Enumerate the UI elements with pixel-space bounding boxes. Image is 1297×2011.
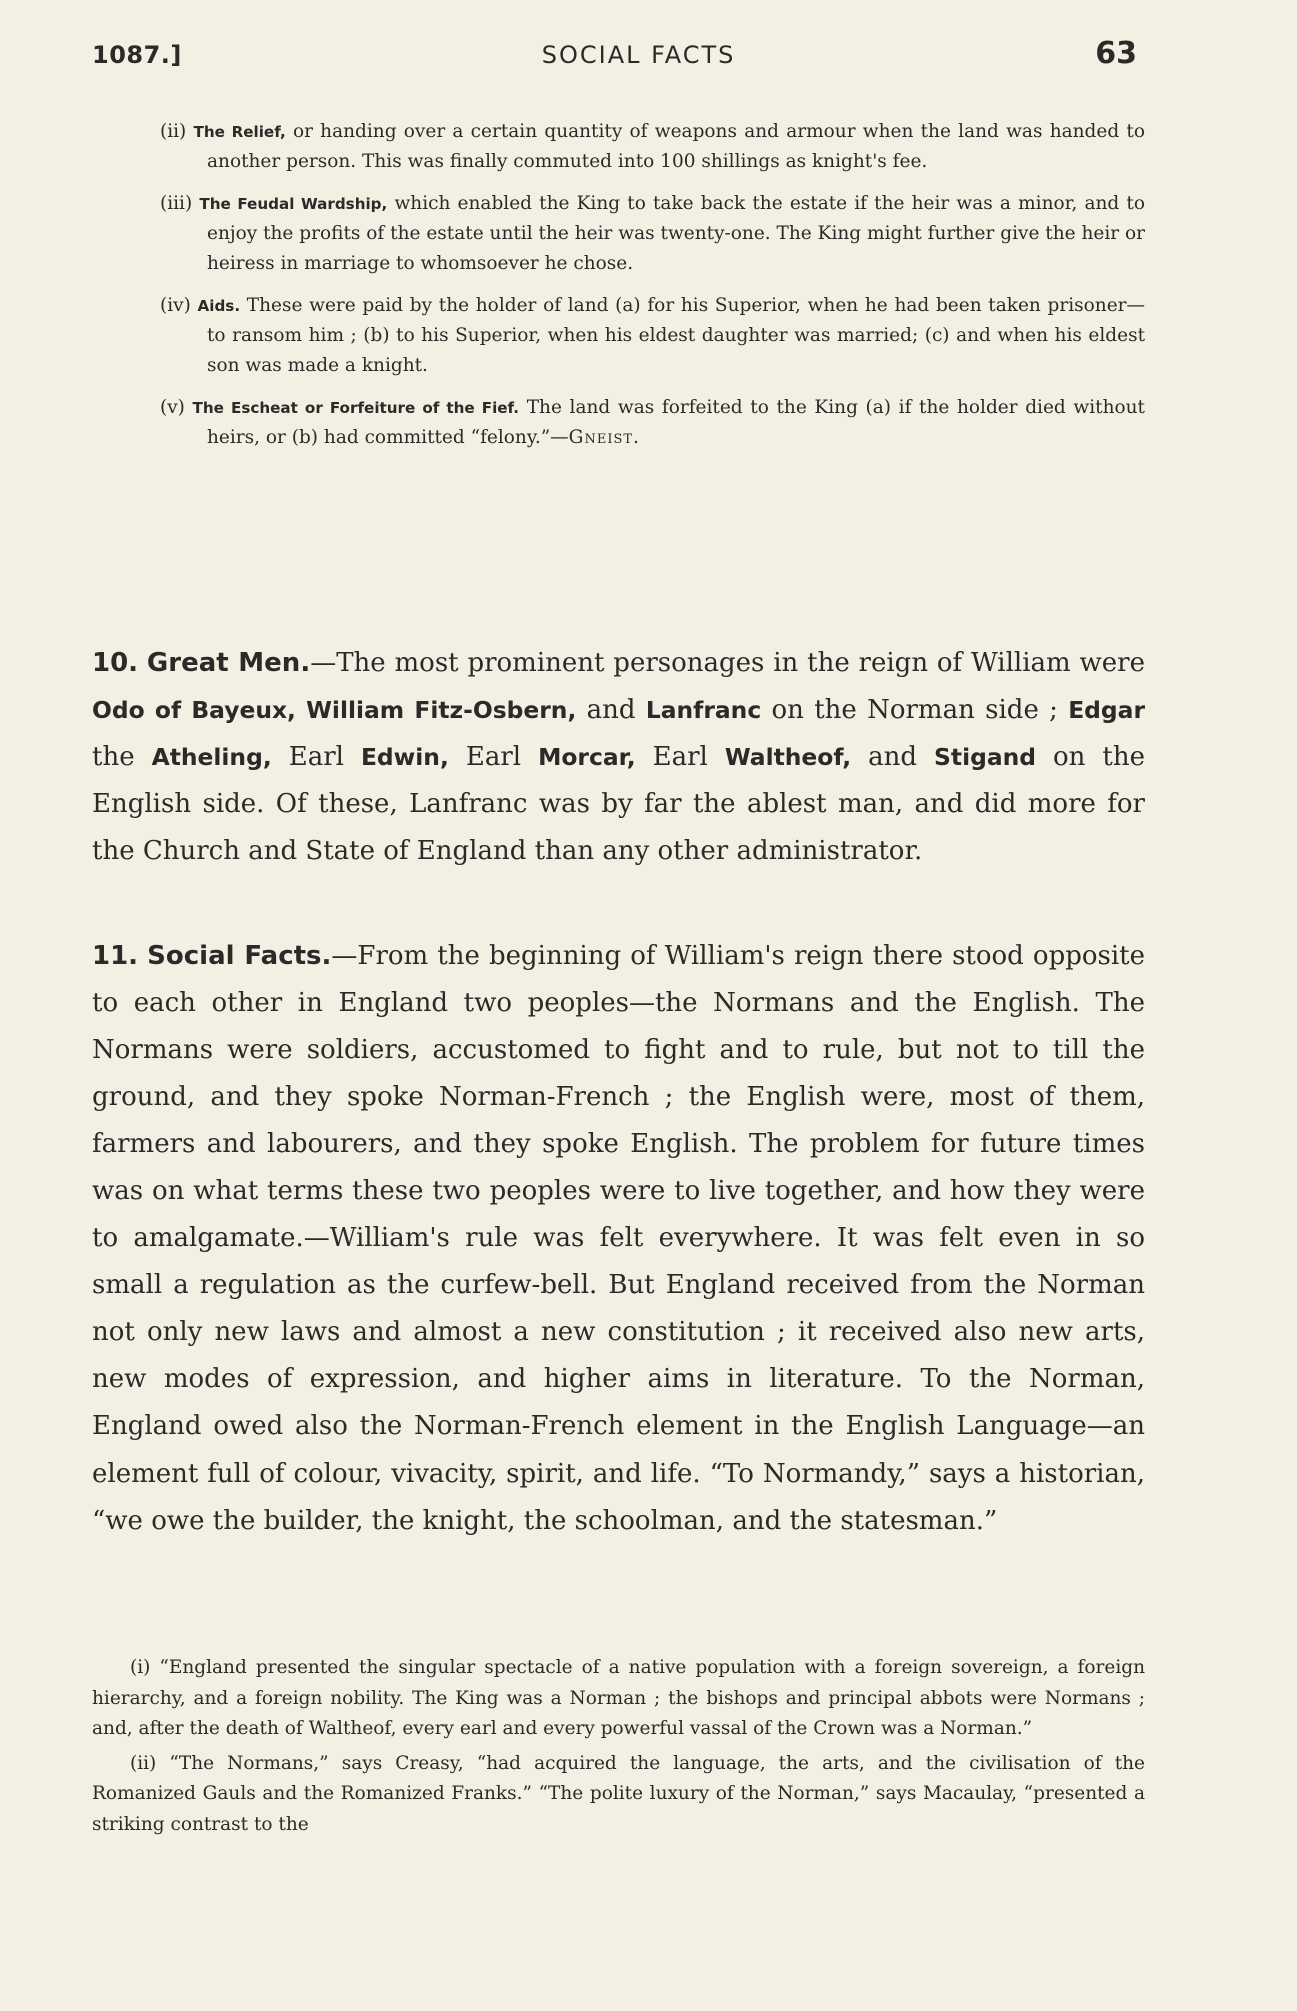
text-run: and — [576, 695, 646, 726]
person-name: Waltheof, — [724, 743, 852, 772]
item-number: (iv) — [160, 294, 191, 316]
person-name: Edgar — [1068, 696, 1145, 725]
text-run: Earl — [448, 742, 539, 773]
person-name: Odo of Bayeux, William Fitz-Osbern, — [92, 696, 577, 725]
section-number: 11. — [92, 941, 139, 971]
item-text: These were paid by the holder of land (a) for his Superior, when he had been taken prisoner—to ransom him ; (b) to his Superior, when his eldest daughter was married; (c) and when his eldest son was made a knight. — [207, 294, 1145, 376]
section-title: Great Men. — [146, 648, 311, 678]
item-text: or handing over a certain quantity of weapons and armour when the land was handed to another person. This was finally commuted into 100 shillings as knight's fee. — [207, 121, 1145, 172]
text-run: Earl — [635, 742, 725, 773]
person-name: Atheling, — [151, 743, 272, 772]
section-great-men — [92, 640, 1145, 875]
note-text: “The Normans,” says Creasy, “had acquired the language, the arts, and the civilisation of the Romanized Gauls and the Romanized Franks.” “The polite luxury of the Norman,” says Macaulay, “presented a striking contrast to the — [92, 1752, 1145, 1835]
item-number: (v) — [160, 396, 185, 418]
item-term: The Relief, — [193, 123, 286, 141]
note-number: (i) — [130, 1657, 151, 1678]
running-head — [92, 36, 1137, 76]
item-term: The Feudal Wardship, — [199, 194, 388, 213]
page-number: 63 — [1095, 36, 1137, 71]
section-social-facts — [92, 933, 1145, 1545]
source-citation: Gneist. — [568, 426, 640, 448]
section-paragraph — [92, 933, 1145, 1545]
text-run: Earl — [271, 742, 361, 773]
text-run: on the English side. Of these, Lanfranc was by far the ablest man, and did more for the Church and State of England than any other administrator. — [92, 742, 1145, 867]
text-run: and — [851, 742, 935, 773]
feudal-incidents-list — [160, 117, 1145, 465]
item-term: Aids. — [197, 296, 241, 315]
list-item — [160, 189, 1145, 279]
section-number: 10. — [92, 648, 139, 678]
header-chapter-title: SOCIAL FACTS — [541, 41, 736, 69]
note-item — [92, 1749, 1145, 1841]
section-title: Social Facts. — [147, 941, 332, 971]
item-term: The Escheat or Forfeiture of the Fief. — [192, 398, 520, 417]
note-number: (ii) — [130, 1752, 157, 1774]
item-number: (iii) — [160, 192, 193, 214]
quoted-notes — [92, 1653, 1145, 1844]
person-name: Stigand — [934, 743, 1037, 772]
list-item — [160, 393, 1145, 453]
text-run: the — [92, 742, 152, 773]
text-run: —The most prominent personages in the reign of William were — [310, 648, 1145, 678]
item-number: (ii) — [160, 121, 187, 142]
note-item — [92, 1653, 1145, 1745]
section-body: —From the beginning of William's reign there stood opposite to each other in England two peoples—the Normans and the English. The Normans were soldiers, accustomed to fight and to rule, but not to till the ground, and they spoke Norman-French ; the English were, most of them, farmers and labourers, and they spoke English. The problem for future times was on what terms these two peoples were to live together, and how they were to amalgamate.—William's rule was felt everywhere. It was felt even in so small a regulation as the curfew-bell. But England received from the Norman not only new laws and almost a new constitution ; it received also new arts, new modes of expression, and higher aims in literature. To the Norman, England owed also the Norman-French element in the English Language—an element full of colour, vivacity, spirit, and life. “To Normandy,” says a historian, “we owe the builder, the knight, the schoolman, and the statesman.” — [92, 941, 1145, 1536]
header-year-ref: 1087.] — [92, 41, 182, 69]
text-run: on the Norman side ; — [761, 695, 1069, 726]
list-item — [160, 117, 1145, 177]
note-text: “England presented the singular spectacle of a native population with a foreign sovereign, a foreign hierarchy, and a foreign nobility. The King was a Norman ; the bishops and principal abbots were Normans ; and, after the death of Waltheof, every earl and every powerful vassal of the Crown was a Norman.” — [92, 1657, 1145, 1740]
item-text: The land was forfeited to the King (a) if the holder died without heirs, or (b) had committed “felony.”— — [207, 396, 1145, 448]
item-text: which enabled the King to take back the estate if the heir was a minor, and to enjoy the profits of the estate until the heir was twenty-one. The King might further give the heir or heiress in marriage to whomsoever he chose. — [207, 192, 1145, 274]
list-item — [160, 291, 1145, 381]
person-name: Morcar, — [538, 743, 636, 772]
section-paragraph — [92, 640, 1145, 875]
person-name: Edwin, — [360, 743, 449, 772]
person-name: Lanfranc — [645, 696, 762, 725]
